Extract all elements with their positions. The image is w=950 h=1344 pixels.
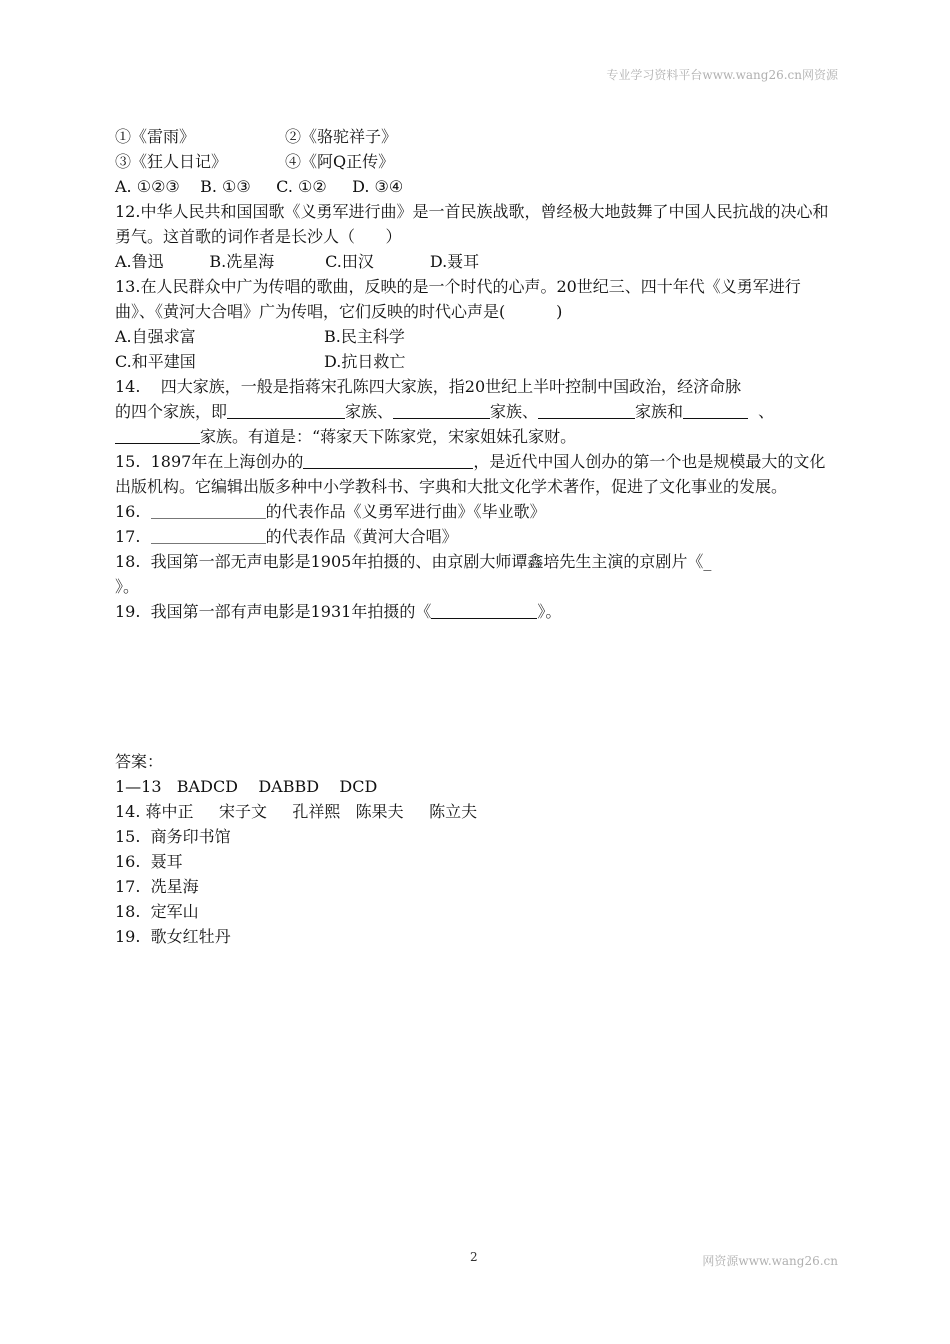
answer-line-3: 15. 商务印书馆	[115, 827, 231, 846]
q14-text-d: 家族和	[635, 402, 684, 421]
page-header: 专业学习资料平台www.wang26.cn网资源	[606, 68, 838, 82]
q13-choice-c: C.和平建国	[115, 352, 196, 371]
q18-line1: 18. 我国第一部无声电影是1905年拍摄的、由京剧大师谭鑫培先生主演的京剧片《_	[115, 552, 712, 571]
q19-blank[interactable]	[431, 602, 537, 619]
q11-option-1: ①《雷雨》	[115, 127, 196, 146]
q11-option-4: ④《阿Q正传》	[285, 152, 395, 171]
q18-line2: 》。	[115, 577, 140, 596]
q19-line	[115, 599, 840, 624]
q13-choices-row2	[115, 349, 840, 374]
q14-blank-2[interactable]	[393, 402, 490, 419]
q14-line3	[115, 424, 840, 449]
q15-blank[interactable]	[303, 452, 473, 469]
q11-option-3: ③《狂人日记》	[115, 152, 228, 171]
answer-section	[115, 749, 840, 949]
q17-number: 17.	[115, 527, 151, 546]
q14-blank-4[interactable]	[683, 402, 748, 419]
q14-text-f: 家族。有道是：“蒋家天下陈家党，宋家姐妹孔家财。	[200, 427, 577, 446]
q11-options-row2	[115, 149, 840, 174]
q13-choice-a: A.自强求富	[115, 327, 196, 346]
q17-line	[115, 524, 840, 549]
answer-line-4: 16. 聂耳	[115, 852, 183, 871]
q14-text-a: 的四个家族，即	[115, 402, 228, 421]
answer-line-2: 14. 蒋中正 宋子文 孔祥熙 陈果夫 陈立夫	[115, 802, 478, 821]
q11-options-row1	[115, 124, 840, 149]
q14-line1: 14. 四大家族，一般是指蒋宋孔陈四大家族，指20世纪上半叶控制中国政治，经济命脉	[115, 377, 742, 396]
page-footer: 网资源www.wang26.cn	[702, 1254, 838, 1268]
q14-blank-3[interactable]	[538, 402, 635, 419]
answer-line-5: 17. 冼星海	[115, 877, 199, 896]
q15-pre: 15. 1897年在上海创办的	[115, 452, 304, 471]
q13-text: 13.在人民群众中广为传唱的歌曲，反映的是一个时代的心声。20世纪三、四十年代《义勇军进行曲》、《黄河大合唱》广为传唱，它们反映的时代心声是( )	[115, 277, 801, 321]
answer-line-6: 18. 定军山	[115, 902, 199, 921]
answer-title: 答案：	[115, 752, 164, 771]
q14-text-e: 、	[758, 402, 775, 421]
q12-choices: A.鲁迅 B.冼星海 C.田汉 D.聂耳	[115, 252, 480, 271]
answer-line-1: 1—13 BADCD DABBD DCD	[115, 777, 378, 796]
q15-post: ，是近代中国人创办的第一个也是规模最大的文化出版机构。它编辑出版多种中小学教科书、字典和大批文化学术著作，促进了文化事业的发展。	[115, 452, 826, 496]
q14-text-c: 家族、	[490, 402, 539, 421]
q14-blank-5[interactable]	[115, 427, 200, 444]
q16-text: 的代表作品《义勇军进行曲》《毕业歌》	[265, 502, 546, 521]
document-body	[115, 124, 840, 949]
q19-post: 》。	[537, 602, 562, 621]
q15-text	[115, 449, 840, 499]
answer-line-7: 19. 歌女红牡丹	[115, 927, 231, 946]
spacer	[115, 624, 840, 749]
q11-option-2: ②《骆驼祥子》	[285, 127, 398, 146]
q13-choices-row1	[115, 324, 840, 349]
q14-blank-1[interactable]	[227, 402, 345, 419]
q13-choice-d: D.抗日救亡	[324, 352, 406, 371]
q16-blank[interactable]	[151, 502, 266, 519]
q14-line2	[115, 399, 840, 424]
q17-blank[interactable]	[151, 527, 266, 544]
q14-text-b: 家族、	[345, 402, 394, 421]
page-number: 2	[470, 1250, 478, 1264]
q16-line	[115, 499, 840, 524]
q11-choices: A. ①②③ B. ①③ C. ①② D. ③④	[115, 177, 404, 196]
q16-number: 16.	[115, 502, 151, 521]
q12-text: 12.中华人民共和国国歌《义勇军进行曲》是一首民族战歌，曾经极大地鼓舞了中国人民抗战的决心和勇气。这首歌的词作者是长沙人（ ）	[115, 202, 829, 246]
q19-pre: 19. 我国第一部有声电影是1931年拍摄的《	[115, 602, 432, 621]
q13-choice-b: B.民主科学	[324, 327, 405, 346]
q17-text: 的代表作品《黄河大合唱》	[265, 527, 458, 546]
